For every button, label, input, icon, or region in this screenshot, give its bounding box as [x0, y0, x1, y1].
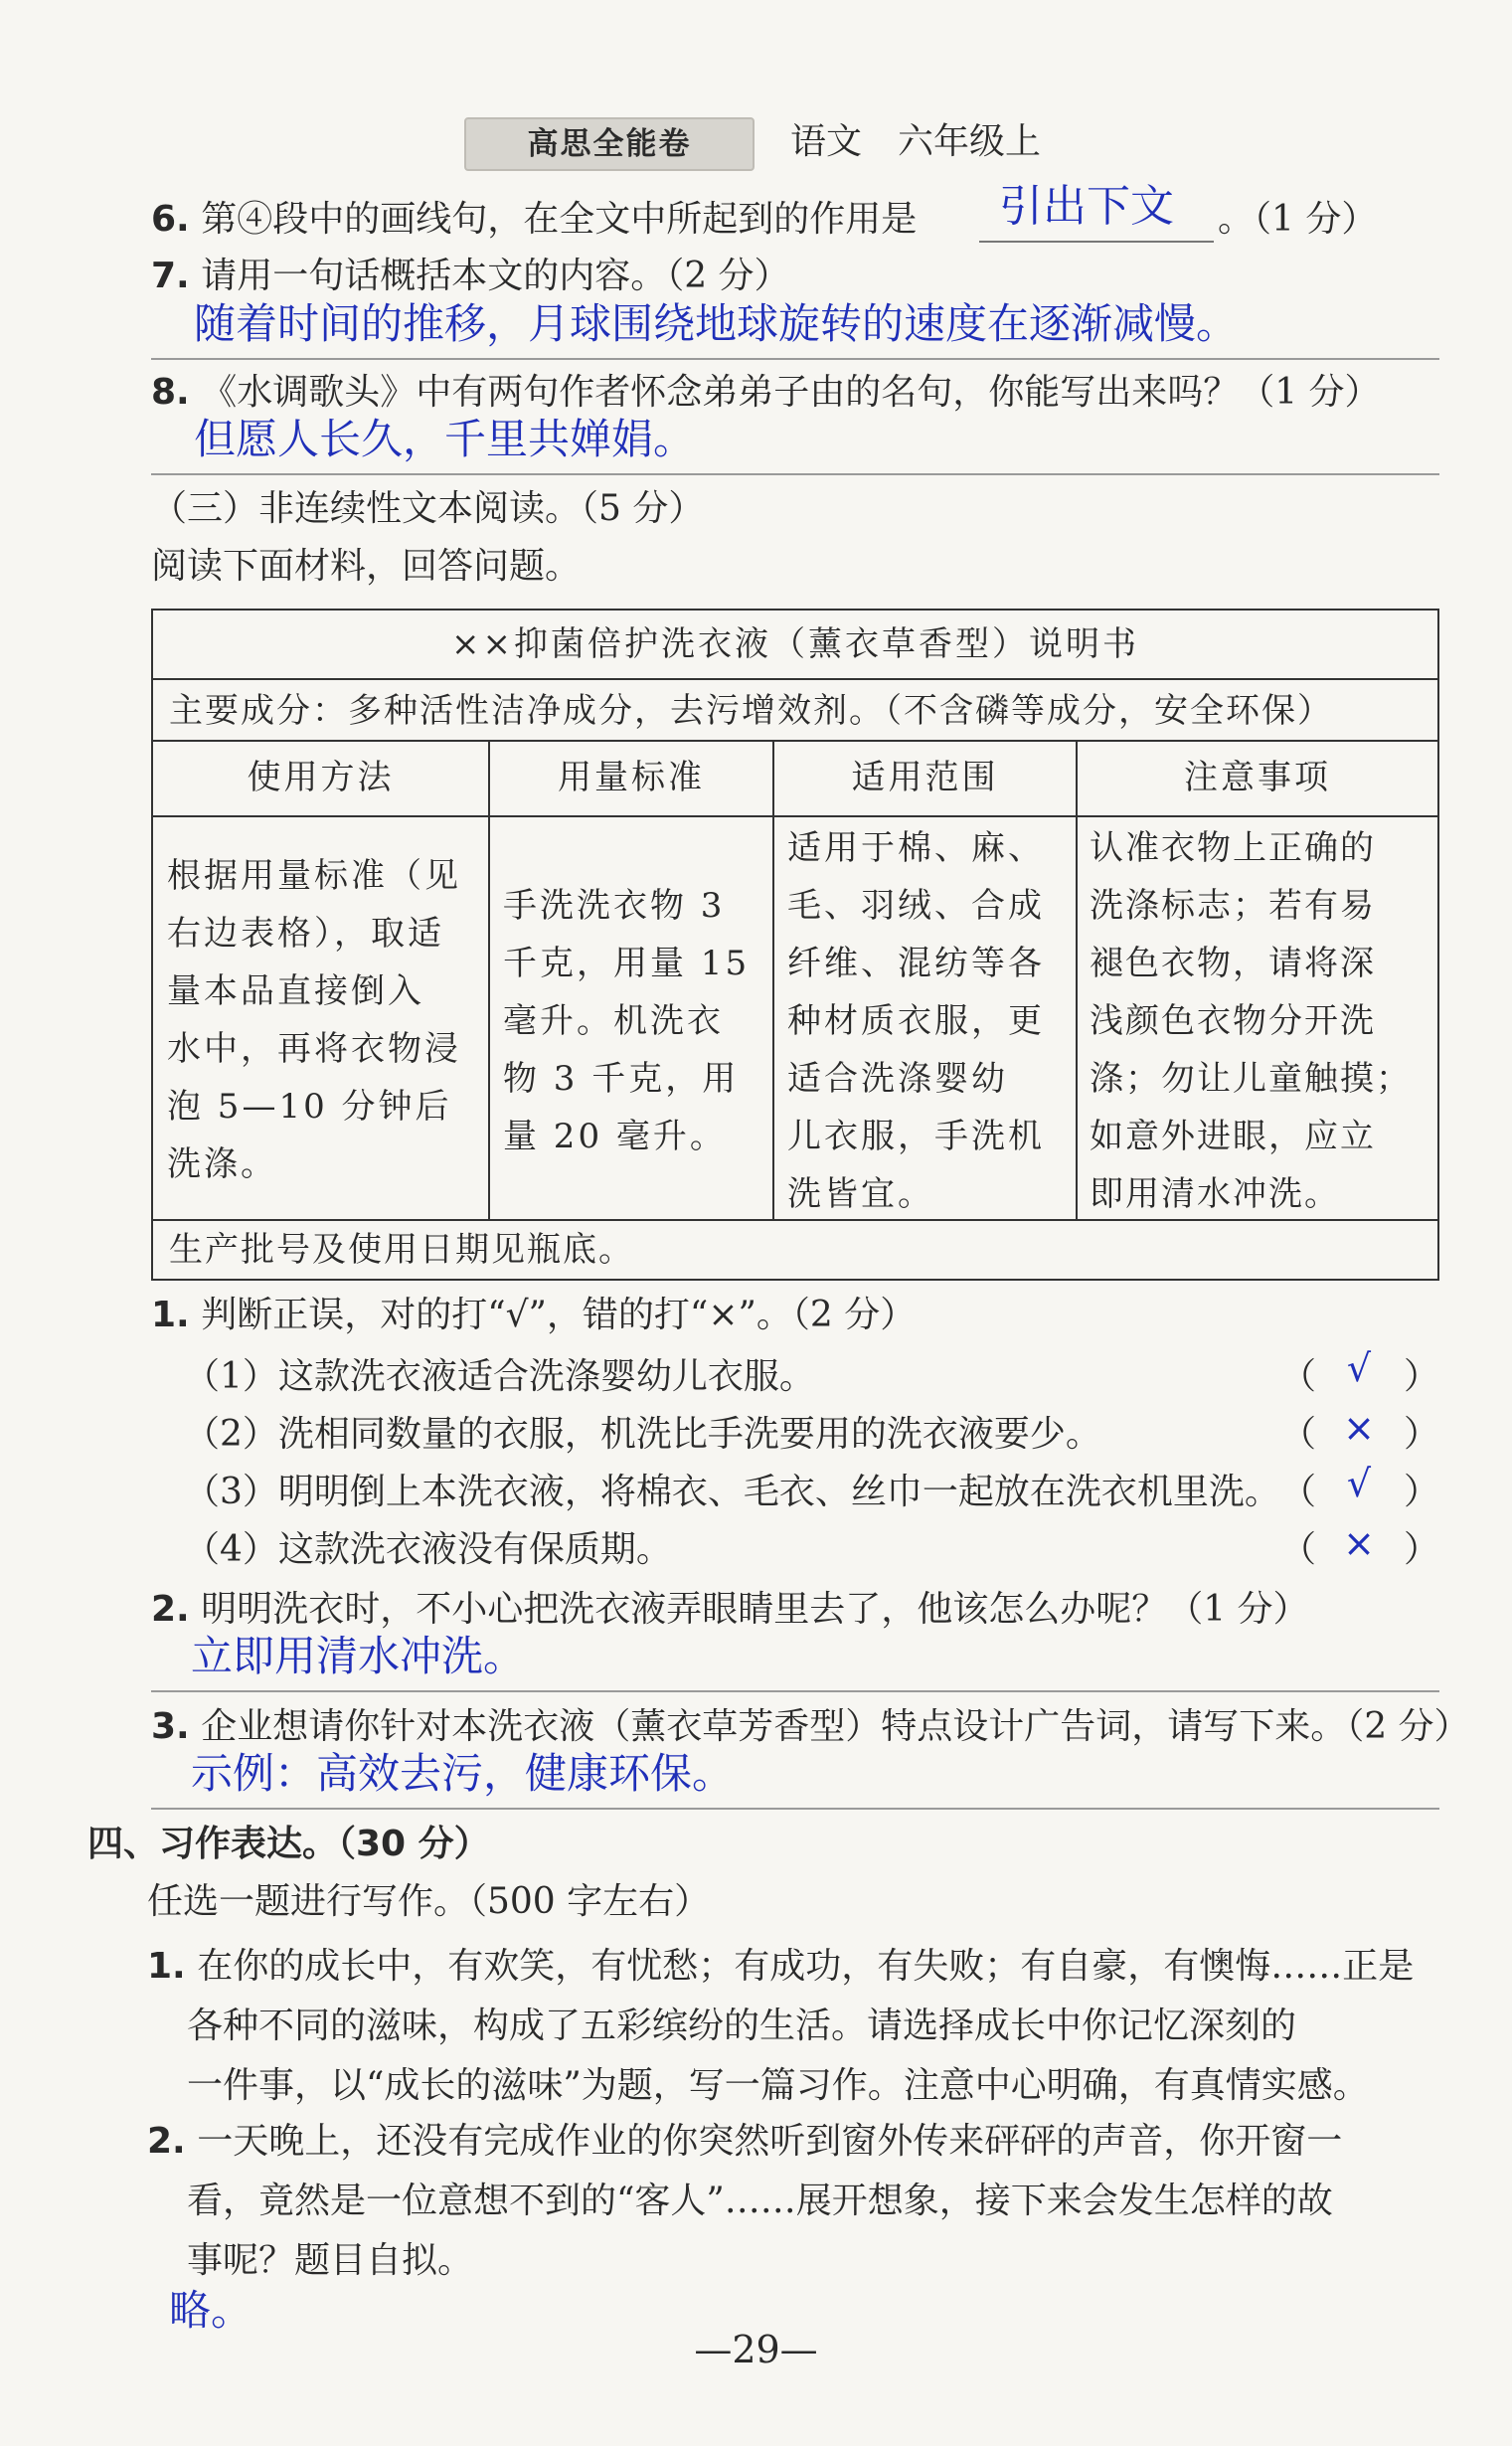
- table-body-row: [153, 817, 1437, 1221]
- answer-blank-line: [979, 241, 1214, 243]
- answer-q8: 但愿人长久，千里共婵娟。: [194, 415, 696, 463]
- answer-line: [151, 473, 1439, 475]
- paren-close: ）: [1404, 1472, 1440, 1512]
- prompt-line: 在你的成长中，有欢笑，有忧愁；有成功，有失败；有自豪，有懊悔……正是: [197, 1946, 1415, 1987]
- reading-question-2: [151, 1585, 1309, 1635]
- answer-q7: 随着时间的推移，月球围绕地球旋转的速度在逐渐减慢。: [194, 299, 1239, 348]
- table-ingredients: 主要成分：多种活性洁净成分，去污增效剂。（不含磷等成分，安全环保）: [169, 691, 1333, 731]
- table-cell-dosage: 手洗洗衣物 3 千克，用量 15 毫升。机洗衣 物 3 千克，用 量 20 毫升。: [503, 886, 751, 1156]
- table-title: ××抑菌倍护洗衣液（薰衣草香型）说明书: [451, 624, 1139, 664]
- header-badge: 高思全能卷: [464, 117, 755, 171]
- question-number: 1.: [147, 1946, 186, 1987]
- judge-item-text: （4）这款洗衣液没有保质期。: [184, 1529, 672, 1570]
- table-cell-notes: 认准衣物上正确的 洗涤标志；若有易 褪色衣物，请将深 浅颜色衣物分开洗 涤；勿让儿童触摸； 如意外进眼，应立 即用清水冲洗。: [1090, 828, 1412, 1214]
- question-text: 明明洗衣时，不小心把洗衣液弄眼睛里去了，他该怎么办呢？（1 分）: [201, 1589, 1309, 1630]
- table-header: 适用范围: [851, 758, 999, 797]
- question-text: 判断正误，对的打“√”，错的打“×”。（2 分）: [201, 1295, 917, 1335]
- table-title-row: [153, 611, 1437, 680]
- section-3-instruction: 阅读下面材料，回答问题。: [151, 546, 582, 587]
- judge-item-text: （1）这款洗衣液适合洗涤婴幼儿衣服。: [184, 1356, 815, 1397]
- question-text: 企业想请你针对本洗衣液（薰衣草芳香型）特点设计广告词，请写下来。（2 分）: [201, 1706, 1470, 1747]
- question-text: 第④段中的画线句，在全文中所起到的作用是: [201, 199, 918, 240]
- reading-question-1: [151, 1291, 916, 1340]
- question-6: [151, 195, 917, 245]
- paren-open: （: [1280, 1414, 1317, 1455]
- question-number: 1.: [151, 1295, 190, 1335]
- table-footer-row: [153, 1221, 1437, 1279]
- judge-item-text: （3）明明倒上本洗衣液，将棉衣、毛衣、丝巾一起放在洗衣机里洗。: [184, 1472, 1280, 1512]
- section-4-instruction: 任选一题进行写作。（500 字左右）: [147, 1881, 711, 1922]
- question-number: 2.: [147, 2121, 186, 2162]
- paren-open: （: [1280, 1529, 1317, 1570]
- table-cell-scope: 适用于棉、麻、 毛、羽绒、合成 纤维、混纺等各 种材质衣服，更 适合洗涤婴幼 儿衣服，手洗机 洗皆宜。: [787, 828, 1045, 1214]
- judge-item-text: （2）洗相同数量的衣服，机洗比手洗要用的洗衣液要少。: [184, 1414, 1101, 1455]
- question-number: 8.: [151, 372, 190, 413]
- judge-mark: ×: [1343, 1521, 1375, 1565]
- prompt-line: 看，竟然是一位意想不到的“客人”……展开想象，接下来会发生怎样的故: [187, 2181, 1333, 2221]
- prompt-line: 一天晚上，还没有完成作业的你突然听到窗外传来砰砰的声音，你开窗一: [197, 2121, 1343, 2162]
- prompt-line: 事呢？题目自拟。: [187, 2240, 474, 2281]
- answer-line: [151, 1808, 1439, 1810]
- page-number: —29—: [694, 2328, 818, 2371]
- question-number: 7.: [151, 256, 190, 296]
- paren-open: （: [1280, 1356, 1317, 1397]
- table-header: 用量标准: [558, 758, 705, 797]
- table-header-row: [153, 742, 1437, 817]
- answer-line: [151, 1690, 1439, 1692]
- question-8: [151, 368, 1381, 418]
- writing-prompt-1: [147, 1937, 1414, 2116]
- prompt-line: 各种不同的滋味，构成了五彩缤纷的生活。请选择成长中你记忆深刻的: [187, 2006, 1297, 2046]
- paren-close: ）: [1404, 1529, 1440, 1570]
- section-3-title: （三）非连续性文本阅读。（5 分）: [151, 488, 705, 529]
- section-4-title: 四、习作表达。（30 分）: [87, 1824, 490, 1864]
- prompt-line: 一件事，以“成长的滋味”为题，写一篇习作。注意中心明确，有真情实感。: [187, 2065, 1369, 2106]
- question-number: 2.: [151, 1589, 190, 1630]
- answer-r3: 示例：高效去污，健康环保。: [191, 1749, 735, 1798]
- question-number: 6.: [151, 199, 190, 240]
- answer-line: [151, 358, 1439, 360]
- table-header: 使用方法: [247, 758, 395, 797]
- question-7: [151, 252, 790, 301]
- writing-prompt-2: [147, 2112, 1342, 2291]
- judge-mark: √: [1346, 1346, 1372, 1390]
- paren-open: （: [1280, 1472, 1317, 1512]
- table-cell-usage: 根据用量标准（见 右边表格），取适 量本品直接倒入 水中，再将衣物浸 泡 5—10 分钟后 洗涤。: [167, 856, 461, 1184]
- reading-question-3: [151, 1702, 1470, 1752]
- question-text: 请用一句话概括本文的内容。（2 分）: [201, 256, 790, 296]
- judge-mark: √: [1346, 1462, 1372, 1505]
- question-text: 《水调歌头》中有两句作者怀念弟弟子由的名句，你能写出来吗？（1 分）: [201, 372, 1381, 413]
- header-subject-grade: 语文 六年级上: [790, 121, 1042, 162]
- table-ingredients-row: [153, 680, 1437, 742]
- answer-q6: 引出下文: [999, 181, 1174, 232]
- instruction-table: [151, 609, 1439, 1281]
- answer-writing: 略。: [169, 2286, 253, 2335]
- judge-mark: ×: [1343, 1406, 1375, 1450]
- question-6-tail: 。（1 分）: [1218, 199, 1378, 240]
- question-number: 3.: [151, 1706, 190, 1747]
- paren-close: ）: [1404, 1414, 1440, 1455]
- paren-close: ）: [1404, 1356, 1440, 1397]
- table-footer: 生产批号及使用日期见瓶底。: [169, 1230, 634, 1270]
- answer-r2: 立即用清水冲洗。: [191, 1632, 526, 1680]
- table-header: 注意事项: [1184, 758, 1331, 797]
